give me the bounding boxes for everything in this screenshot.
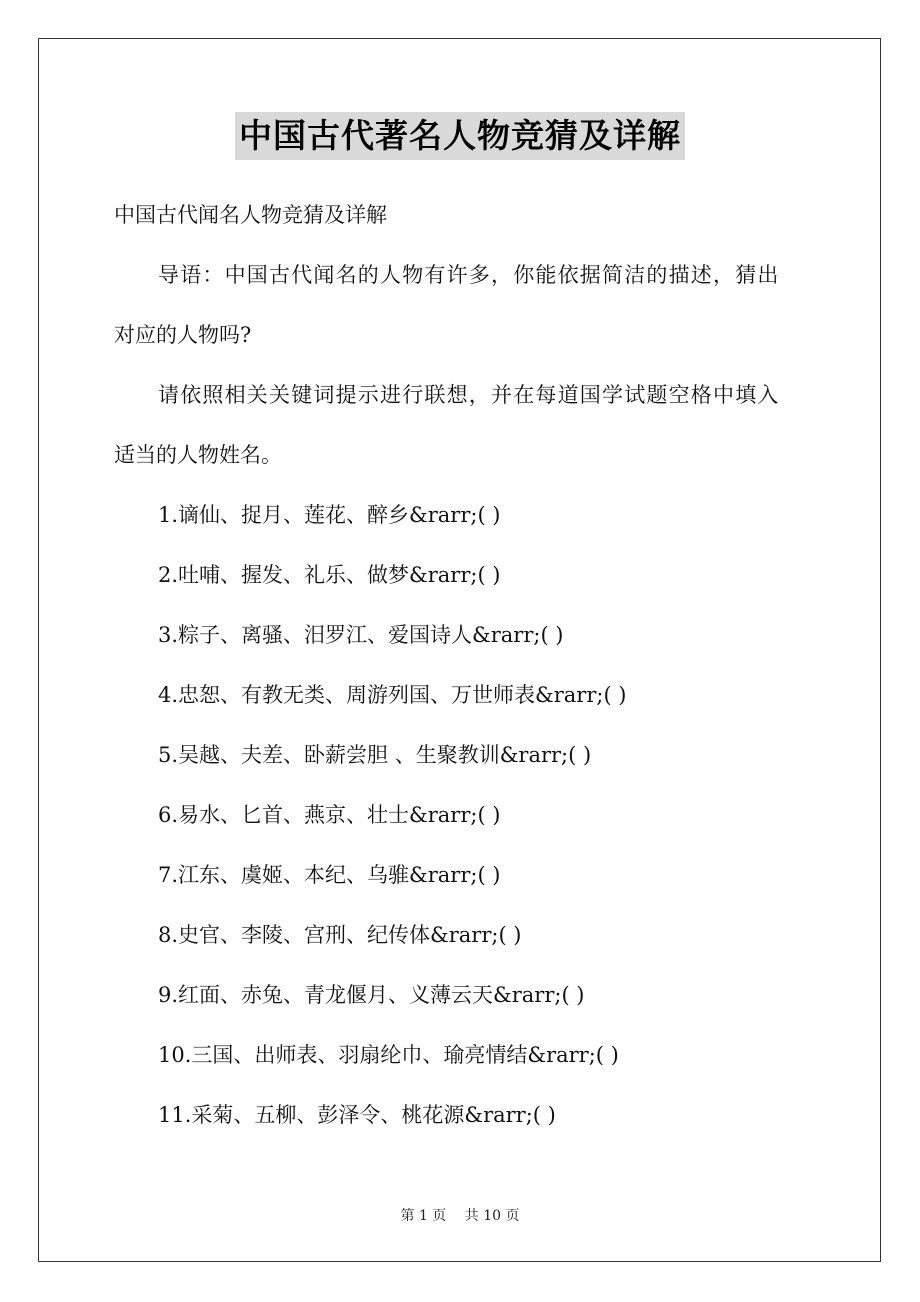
instruction-paragraph-line-2: 适当的人物姓名。 <box>114 443 282 467</box>
question-item: 11.采菊、五柳、彭泽令、桃花源&rarr;( ) <box>158 1103 556 1127</box>
question-item: 6.易水、匕首、燕京、壮士&rarr;( ) <box>158 803 501 827</box>
question-item: 4.忠恕、有教无类、周游列国、万世师表&rarr;( ) <box>158 683 627 707</box>
page-number-current: 第 1 页 <box>400 1208 447 1224</box>
instruction-paragraph-line-1: 请依照相关关键词提示进行联想，并在每道国学试题空格中填入 <box>158 383 780 407</box>
page-footer <box>0 1205 920 1225</box>
question-item: 10.三国、出师表、羽扇纶巾、瑜亮情结&rarr;( ) <box>158 1043 619 1067</box>
question-item: 3.粽子、离骚、汨罗江、爱国诗人&rarr;( ) <box>158 623 564 647</box>
question-item: 2.吐哺、握发、礼乐、做梦&rarr;( ) <box>158 563 501 587</box>
question-item: 7.江东、虞姬、本纪、乌骓&rarr;( ) <box>158 863 501 887</box>
title-container <box>0 112 920 160</box>
document-subtitle: 中国古代闻名人物竞猜及详解 <box>114 203 387 227</box>
intro-paragraph-line-2: 对应的人物吗? <box>114 323 252 347</box>
question-item: 9.红面、赤兔、青龙偃月、义薄云天&rarr;( ) <box>158 983 585 1007</box>
question-item: 5.吴越、夫差、卧薪尝胆 、生聚教训&rarr;( ) <box>158 743 592 767</box>
question-item: 1.谪仙、捉月、莲花、醉乡&rarr;( ) <box>158 503 501 527</box>
page-number-total: 共 10 页 <box>464 1208 520 1224</box>
intro-paragraph-line-1: 导语：中国古代闻名的人物有许多，你能依据简洁的描述，猜出 <box>158 263 780 287</box>
document-title: 中国古代著名人物竞猜及详解 <box>235 112 685 160</box>
question-item: 8.史官、李陵、宫刑、纪传体&rarr;( ) <box>158 923 522 947</box>
